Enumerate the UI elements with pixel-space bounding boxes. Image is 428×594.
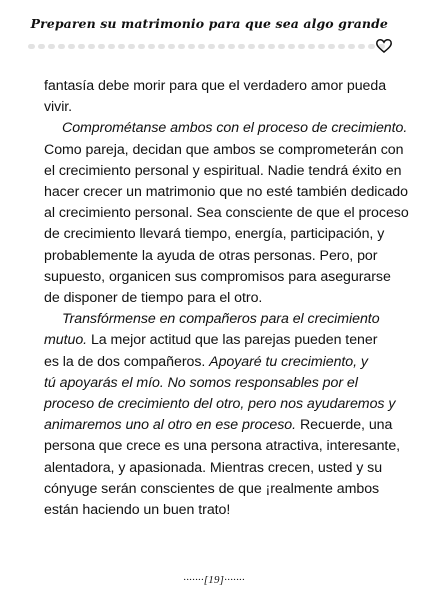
italic-run: animaremos uno al otro en ese proceso. <box>44 417 297 434</box>
ornament-dot <box>68 44 75 49</box>
text-line: cónyuge serán conscientes de que ¡realmente ambos <box>44 480 380 497</box>
ornament-dot <box>188 44 195 49</box>
ornament-dot <box>198 44 205 49</box>
ornament-dot <box>128 44 135 49</box>
italic-run: proceso de crecimiento del otro, pero nos ayudaremos y <box>44 396 396 413</box>
text-run: es la de dos compañeros. <box>44 353 210 370</box>
text-line <box>44 394 399 415</box>
text-line: alentadora, y apasionada. Mientras crecen, usted y su <box>44 459 383 476</box>
ornament-dot <box>328 44 335 49</box>
ornament-dot <box>268 44 275 49</box>
ornament-dot <box>88 44 95 49</box>
ornament-dot <box>348 44 355 49</box>
italic-run: Apoyaré tu crecimiento, y <box>209 353 368 370</box>
ornament-dot <box>338 44 345 49</box>
text-line: supuesto, organicen sus compromisos para asegurarse <box>44 268 391 285</box>
text-line <box>44 373 399 394</box>
ornament-dot <box>108 44 115 49</box>
ornament-dot <box>318 44 325 49</box>
ornament-dot <box>78 44 85 49</box>
text-line: de crecimiento llevará tiempo, energía, participación, y <box>44 226 385 243</box>
text-line: al crecimiento personal. Sea consciente de que el proceso <box>44 205 409 222</box>
ornament-dot <box>148 44 155 49</box>
ornament-dot <box>208 44 215 49</box>
text-run: Recuerde, una <box>296 417 393 434</box>
ornament-dot <box>288 44 295 49</box>
text-line: están haciendo un buen trato! <box>44 502 231 519</box>
ornament-dot <box>98 44 105 49</box>
italic-run: Comprométanse ambos con el proceso de crecimiento. <box>62 120 408 137</box>
ornament-dot <box>368 44 375 49</box>
text-line: persona que crece es una persona atractiva, interesante, <box>44 438 401 455</box>
text-line <box>44 118 408 139</box>
text-line <box>44 330 399 351</box>
ornament-dot <box>168 44 175 49</box>
text-line: fantasía debe morir para que el verdadero amor pueda <box>44 78 387 94</box>
italic-run: mutuo. <box>44 332 88 349</box>
italic-run: Transfórmense en compañeros para el crecimiento <box>62 311 380 328</box>
page-number: ·······[19]······· <box>183 574 245 586</box>
ornament-dot <box>158 44 165 49</box>
ornament-dot <box>38 44 45 49</box>
heart-icon <box>376 39 392 53</box>
ornament-dot <box>138 44 145 49</box>
text-line: hacer crecer un matrimonio que no esté también dedicado <box>44 184 408 201</box>
ornament-dot <box>218 44 225 49</box>
ornament-dot <box>308 44 315 49</box>
ornament-dot <box>28 44 35 49</box>
text-run: La mejor actitud que las parejas pueden tener <box>87 332 378 349</box>
text-line: el crecimiento personal y espiritual. Nadie tendrá éxito en <box>44 162 402 179</box>
ornament-dot <box>358 44 365 49</box>
ornament-dot <box>248 44 255 49</box>
ornament-dot <box>238 44 245 49</box>
ornament-dot <box>278 44 285 49</box>
ornament-dot <box>48 44 55 49</box>
text-line: vivir. <box>44 99 73 116</box>
ornament-dot <box>258 44 265 49</box>
running-head: Preparen su matrimonio para que sea algo grande <box>30 16 388 31</box>
text-line <box>44 309 399 330</box>
ornament-dot <box>58 44 65 49</box>
text-line: probablemente la ayuda de otras personas. Pero, por <box>44 247 378 264</box>
text-line <box>44 352 399 373</box>
text-line: de disponer de tiempo para el otro. <box>44 290 263 307</box>
text-line: Como pareja, decidan que ambos se comprometerán con <box>44 141 404 158</box>
decorative-border <box>28 44 388 52</box>
ornament-dot <box>118 44 125 49</box>
body-text <box>44 76 409 521</box>
italic-run: tú apoyarás el mío. No somos responsables por el <box>44 374 358 391</box>
text-line <box>44 415 399 436</box>
ornament-dot <box>298 44 305 49</box>
ornament-dot <box>228 44 235 49</box>
ornament-dot <box>178 44 185 49</box>
